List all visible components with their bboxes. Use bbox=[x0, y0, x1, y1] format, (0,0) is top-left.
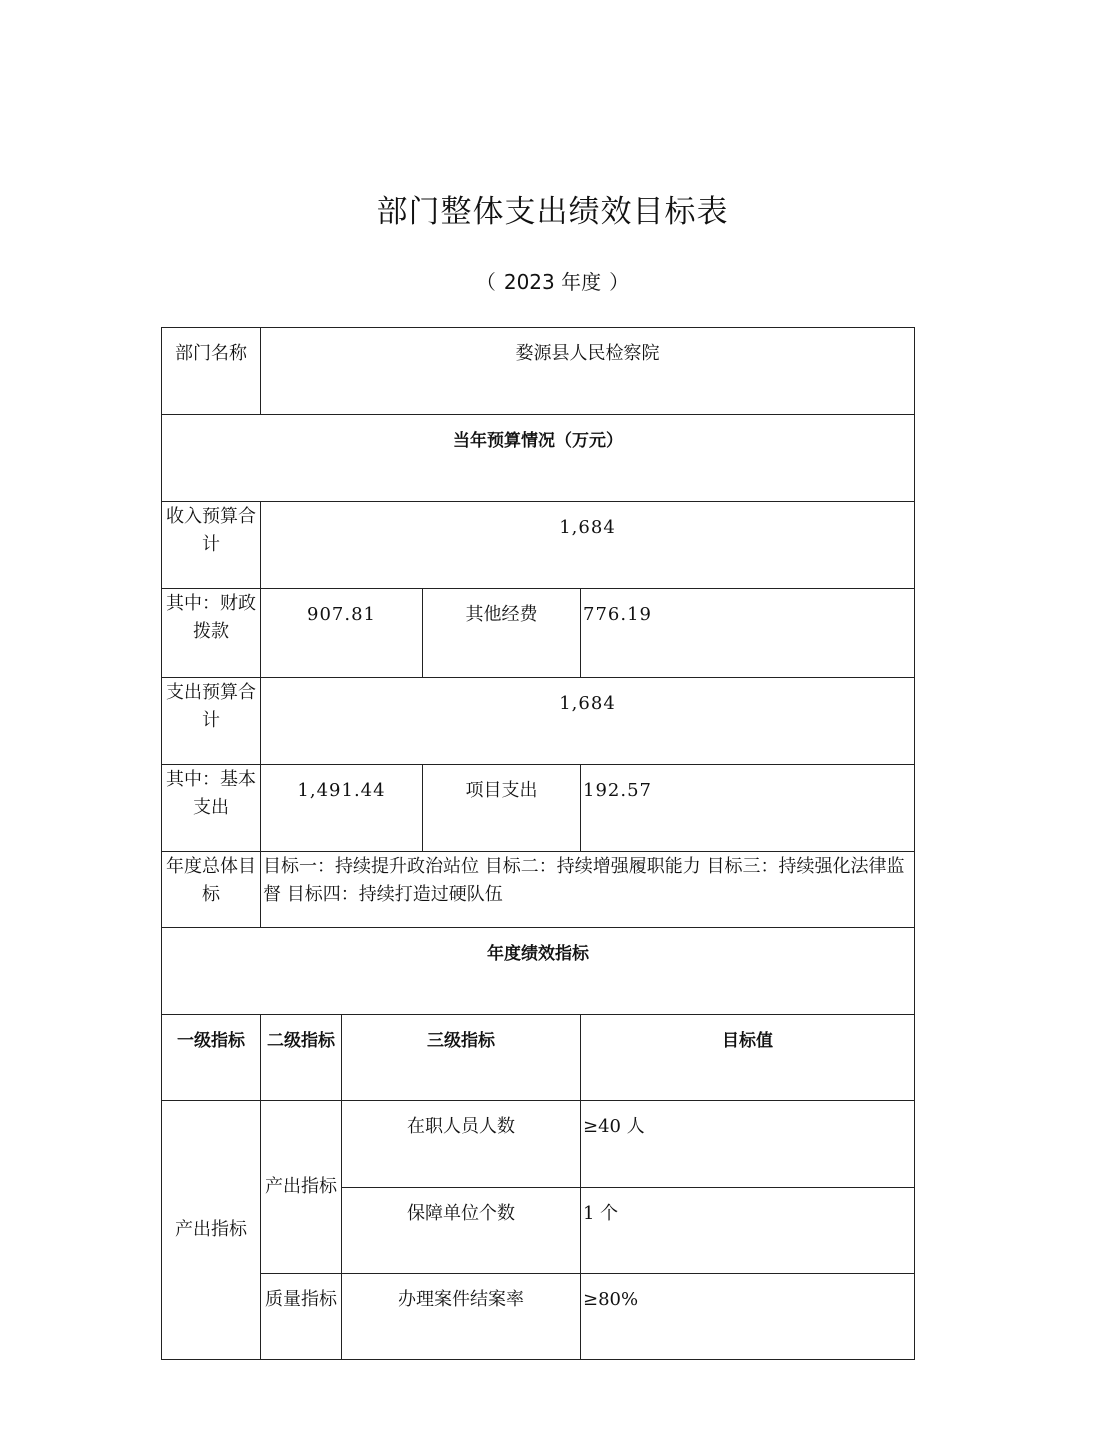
income-total-row bbox=[162, 502, 915, 589]
col-level2: 二级指标 bbox=[261, 1015, 342, 1101]
annual-goal-row bbox=[162, 852, 915, 928]
target-value: 1 个 bbox=[581, 1188, 915, 1274]
page-title: 部门整体支出绩效目标表 bbox=[376, 194, 729, 230]
budget-header-row bbox=[162, 415, 915, 502]
project-expense-value: 192.57 bbox=[581, 765, 915, 852]
project-expense-label: 项目支出 bbox=[423, 765, 581, 852]
table-row bbox=[162, 1274, 915, 1360]
income-detail-row bbox=[162, 589, 915, 678]
fiscal-value: 907.81 bbox=[261, 589, 423, 678]
table-row bbox=[162, 1101, 915, 1188]
expense-detail-label: 其中：基本支出 bbox=[162, 765, 261, 852]
dept-label: 部门名称 bbox=[162, 328, 261, 415]
income-detail-label: 其中：财政拨款 bbox=[162, 589, 261, 678]
subtitle-year: 2023 年度 bbox=[503, 270, 602, 294]
col-target: 目标值 bbox=[581, 1015, 915, 1101]
dept-value: 婺源县人民检察院 bbox=[261, 328, 915, 415]
indicators-header: 年度绩效指标 bbox=[162, 928, 915, 1015]
column-header-row bbox=[162, 1015, 915, 1101]
subtitle-open: （ bbox=[475, 270, 496, 294]
performance-table bbox=[161, 327, 915, 1360]
target-value: ≥80% bbox=[581, 1274, 915, 1360]
col-level1: 一级指标 bbox=[162, 1015, 261, 1101]
page-subtitle bbox=[0, 266, 1105, 295]
level2-quality: 质量指标 bbox=[261, 1274, 342, 1360]
level3-name: 在职人员人数 bbox=[342, 1101, 581, 1188]
budget-header: 当年预算情况（万元） bbox=[162, 415, 915, 502]
target-value: ≥40 人 bbox=[581, 1101, 915, 1188]
expense-detail-row bbox=[162, 765, 915, 852]
income-total-label: 收入预算合计 bbox=[162, 502, 261, 589]
annual-goal-label: 年度总体目标 bbox=[162, 852, 261, 928]
expense-total-label: 支出预算合计 bbox=[162, 678, 261, 765]
level2-output: 产出指标 bbox=[261, 1101, 342, 1274]
expense-total-value: 1,684 bbox=[261, 678, 915, 765]
col-level3: 三级指标 bbox=[342, 1015, 581, 1101]
other-funds-label: 其他经费 bbox=[423, 589, 581, 678]
other-funds-value: 776.19 bbox=[581, 589, 915, 678]
dept-row bbox=[162, 328, 915, 415]
basic-expense-value: 1,491.44 bbox=[261, 765, 423, 852]
subtitle-close: ） bbox=[609, 270, 630, 294]
level3-name: 办理案件结案率 bbox=[342, 1274, 581, 1360]
expense-total-row bbox=[162, 678, 915, 765]
annual-goal-value: 目标一：持续提升政治站位 目标二：持续增强履职能力 目标三：持续强化法律监督 目标四：持续打造过硬队伍 bbox=[261, 852, 915, 928]
level1-output: 产出指标 bbox=[162, 1101, 261, 1360]
indicators-header-row bbox=[162, 928, 915, 1015]
income-total-value: 1,684 bbox=[261, 502, 915, 589]
level3-name: 保障单位个数 bbox=[342, 1188, 581, 1274]
